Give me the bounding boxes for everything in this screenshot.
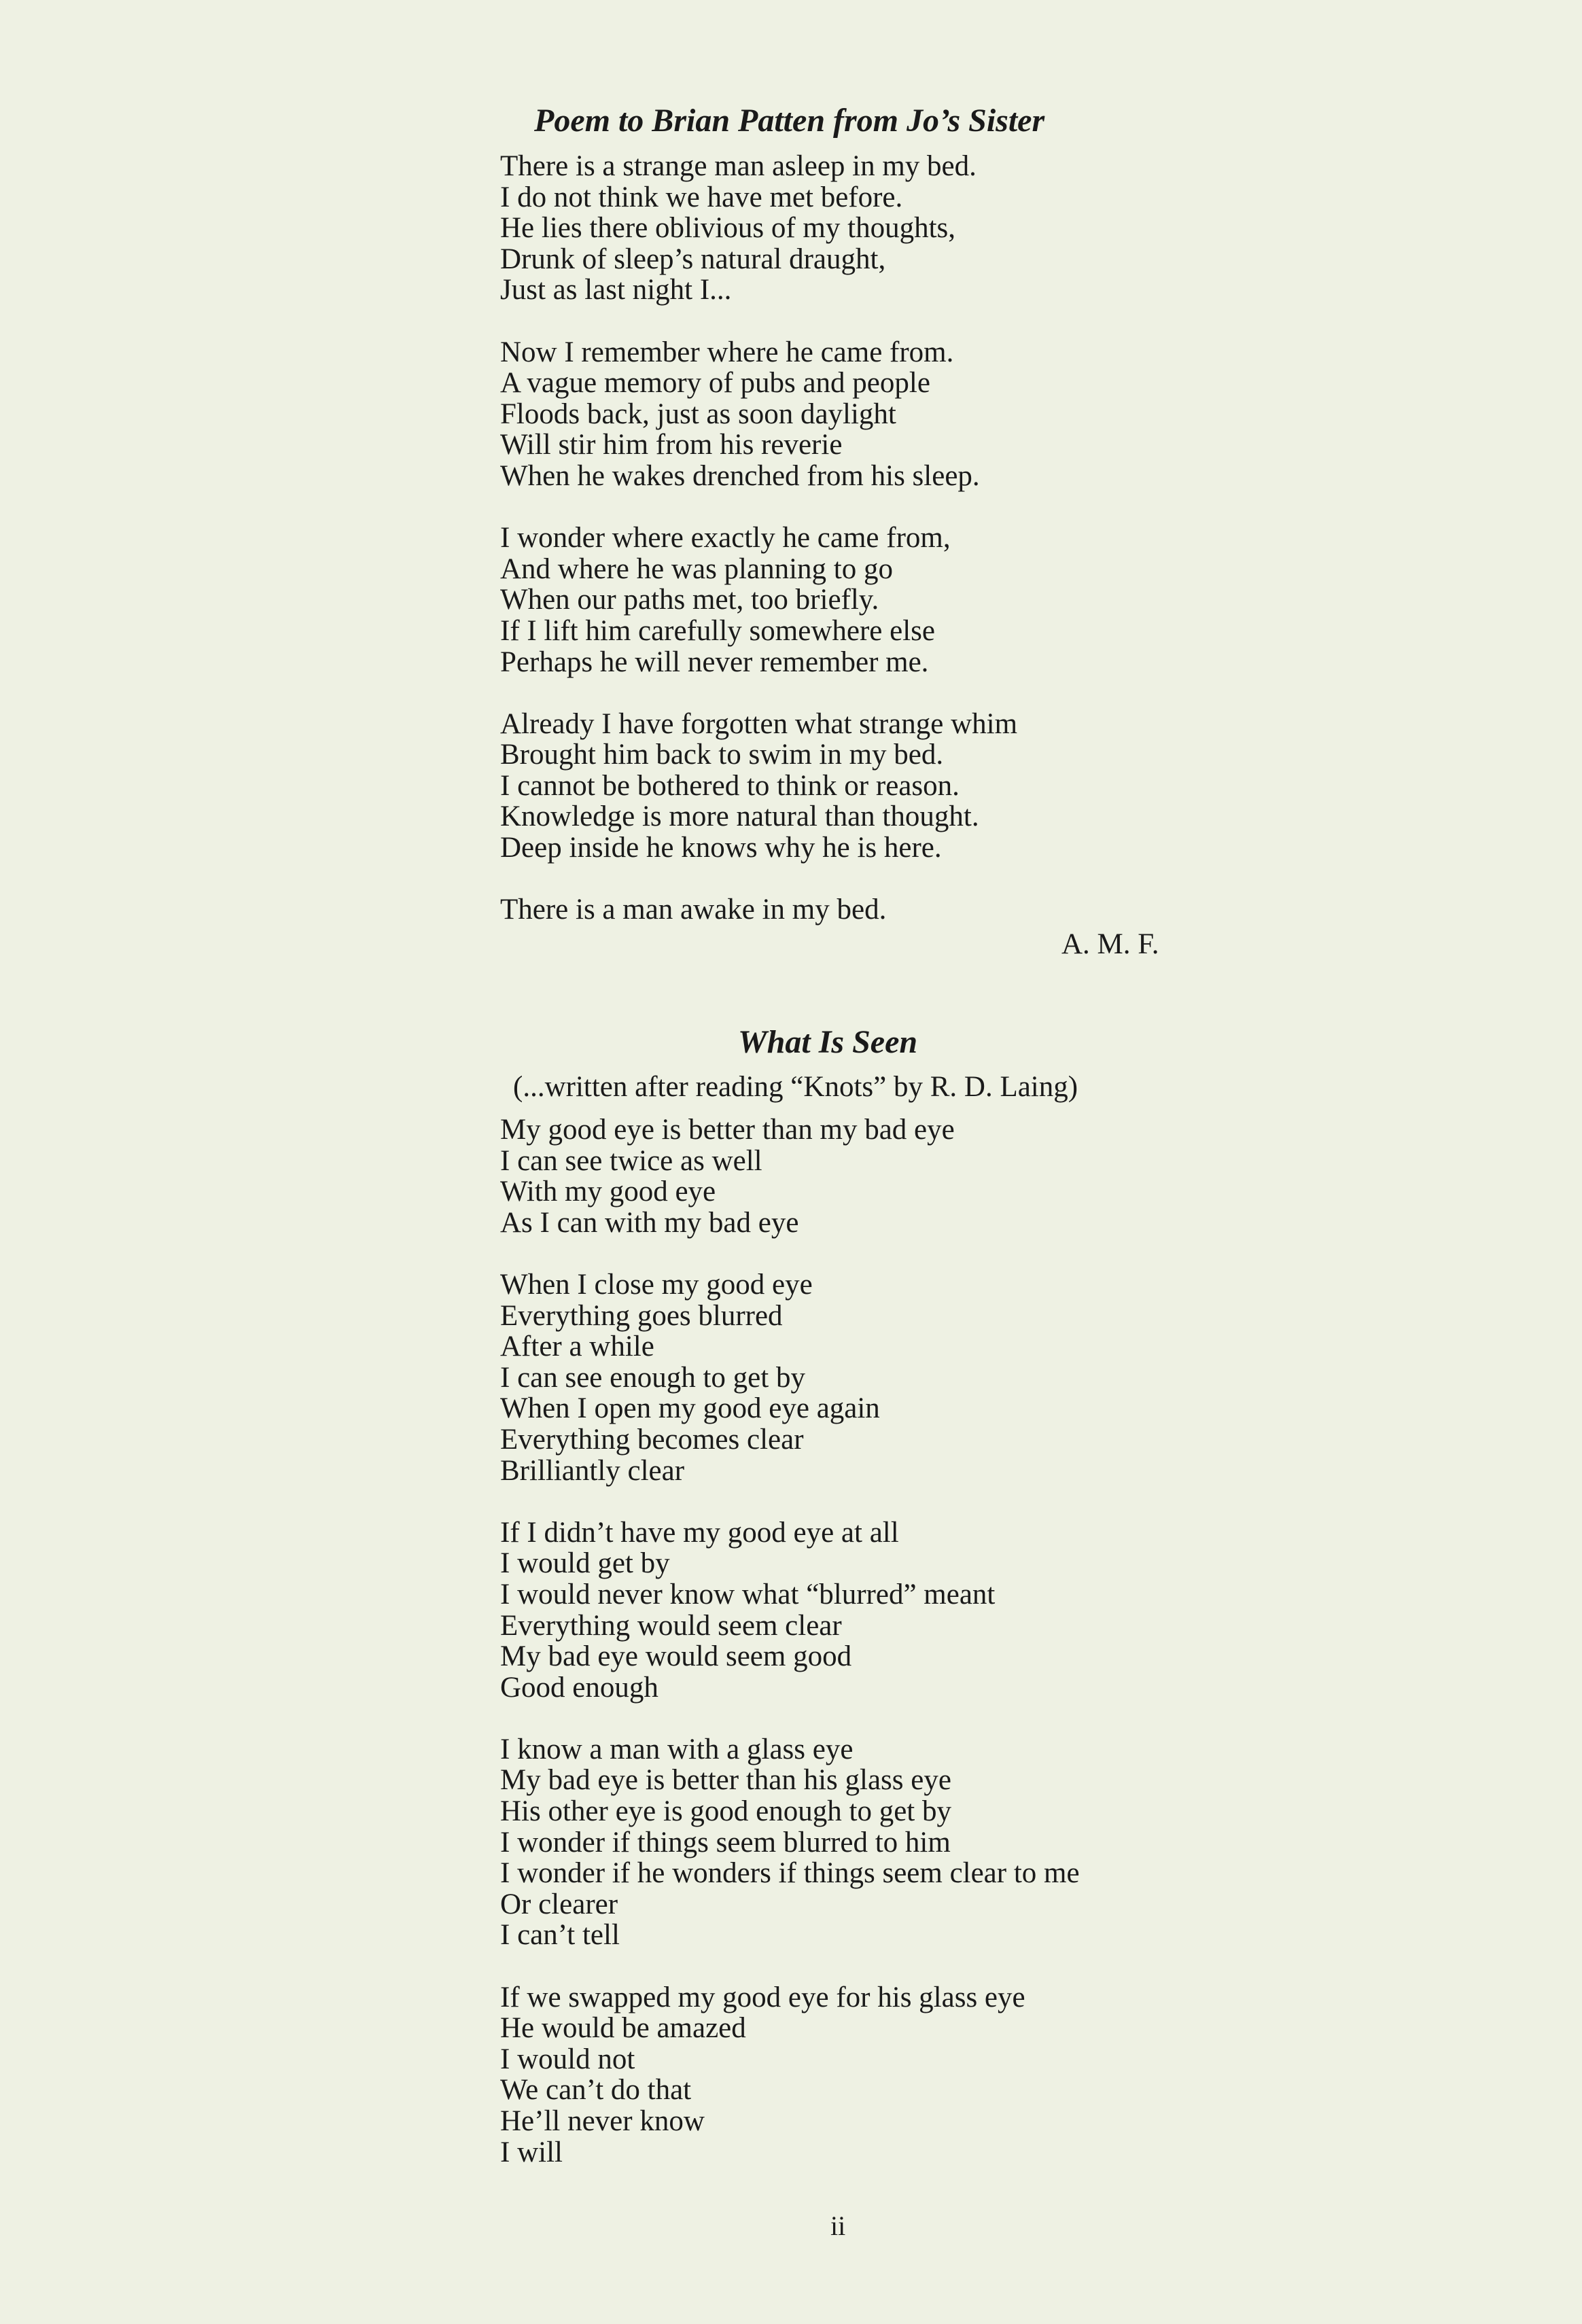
poem-line: I would not [500, 2043, 635, 2075]
poem-line: If I lift him carefully somewhere else [500, 614, 935, 647]
poem-line: Deep inside he knows why he is here. [500, 832, 942, 864]
poem-line: If we swapped my good eye for his glass eye [500, 1981, 1025, 2013]
stanza [500, 1734, 1080, 1951]
poem-line: And where he was planning to go [500, 552, 893, 585]
poem-line: Knowledge is more natural than thought. [500, 800, 979, 833]
stanza [500, 523, 1017, 677]
poem-line: My bad eye is better than his glass eye [500, 1764, 951, 1797]
poem-2-body [500, 1114, 1080, 2199]
poem-line: My bad eye would seem good [500, 1640, 852, 1673]
poem-line: Just as last night I... [500, 274, 732, 306]
poem-line: Everything goes blurred [500, 1299, 783, 1332]
stanza [500, 1982, 1080, 2168]
poem-1-title: Poem to Brian Patten from Jo’s Sister [534, 103, 1045, 139]
poem-line: I wonder if he wonders if things seem clear to me [500, 1857, 1080, 1890]
poem-line: I wonder where exactly he came from, [500, 522, 951, 554]
poem-2-title: What Is Seen [738, 1024, 918, 1060]
poem-line: He’ll never know [500, 2105, 705, 2137]
stanza [500, 151, 1017, 306]
poem-line: Perhaps he will never remember me. [500, 646, 929, 678]
poem-line: Now I remember where he came from. [500, 336, 954, 368]
poem-line: There is a man awake in my bed. [500, 894, 887, 926]
poem-line: Brought him back to swim in my bed. [500, 739, 944, 771]
poem-line: Good enough [500, 1671, 658, 1704]
poem-line: Floods back, just as soon daylight [500, 398, 896, 430]
poem-line: We can’t do that [500, 2074, 692, 2107]
poem-line: I can see enough to get by [500, 1361, 805, 1394]
poem-1-signature: A. M. F. [1061, 928, 1159, 960]
poem-line: Everything would seem clear [500, 1609, 842, 1642]
poem-line: I can’t tell [500, 1919, 620, 1952]
poem-line: Drunk of sleep’s natural draught, [500, 243, 886, 275]
poem-line: His other eye is good enough to get by [500, 1795, 952, 1828]
poem-line: When I open my good eye again [500, 1392, 880, 1425]
poem-line: I wonder if things seem blurred to him [500, 1826, 951, 1859]
poem-line: I do not think we have met before. [500, 181, 903, 213]
poem-line: I cannot be bothered to think or reason. [500, 769, 960, 802]
page-number: ii [830, 2211, 846, 2241]
poem-line: He lies there oblivious of my thoughts, [500, 212, 956, 245]
poem-line: I will [500, 2136, 563, 2168]
stanza [500, 894, 1017, 926]
poem-1-body [500, 151, 1017, 956]
stanza [500, 337, 1017, 492]
poem-line: Everything becomes clear [500, 1423, 804, 1456]
poem-line: Or clearer [500, 1888, 618, 1920]
stanza [500, 1269, 1080, 1486]
poem-2-subtitle: (...written after reading “Knots” by R. D. Laing) [513, 1071, 1078, 1103]
stanza [500, 1114, 1080, 1238]
stanza [500, 709, 1017, 864]
stanza [500, 1517, 1080, 1704]
poem-line: Already I have forgotten what strange whim [500, 707, 1018, 740]
poem-line: A vague memory of pubs and people [500, 367, 930, 400]
poem-line: He would be amazed [500, 2012, 746, 2045]
poem-line: With my good eye [500, 1176, 716, 1208]
poem-line: When our paths met, too briefly. [500, 584, 879, 616]
poem-line: There is a strange man asleep in my bed. [500, 150, 977, 182]
poem-line: I would get by [500, 1547, 670, 1580]
poem-line: I can see twice as well [500, 1144, 762, 1177]
poem-line: As I can with my bad eye [500, 1206, 799, 1239]
poem-line: I know a man with a glass eye [500, 1733, 854, 1765]
poem-line: When I close my good eye [500, 1268, 813, 1301]
poem-line: Brilliantly clear [500, 1454, 685, 1487]
poem-line: I would never know what “blurred” meant [500, 1578, 996, 1610]
poem-line: When he wakes drenched from his sleep. [500, 459, 980, 492]
poem-line: Will stir him from his reverie [500, 429, 843, 461]
poem-line: After a while [500, 1331, 654, 1363]
poem-line: If I didn’t have my good eye at all [500, 1516, 899, 1549]
poem-line: My good eye is better than my bad eye [500, 1114, 955, 1146]
